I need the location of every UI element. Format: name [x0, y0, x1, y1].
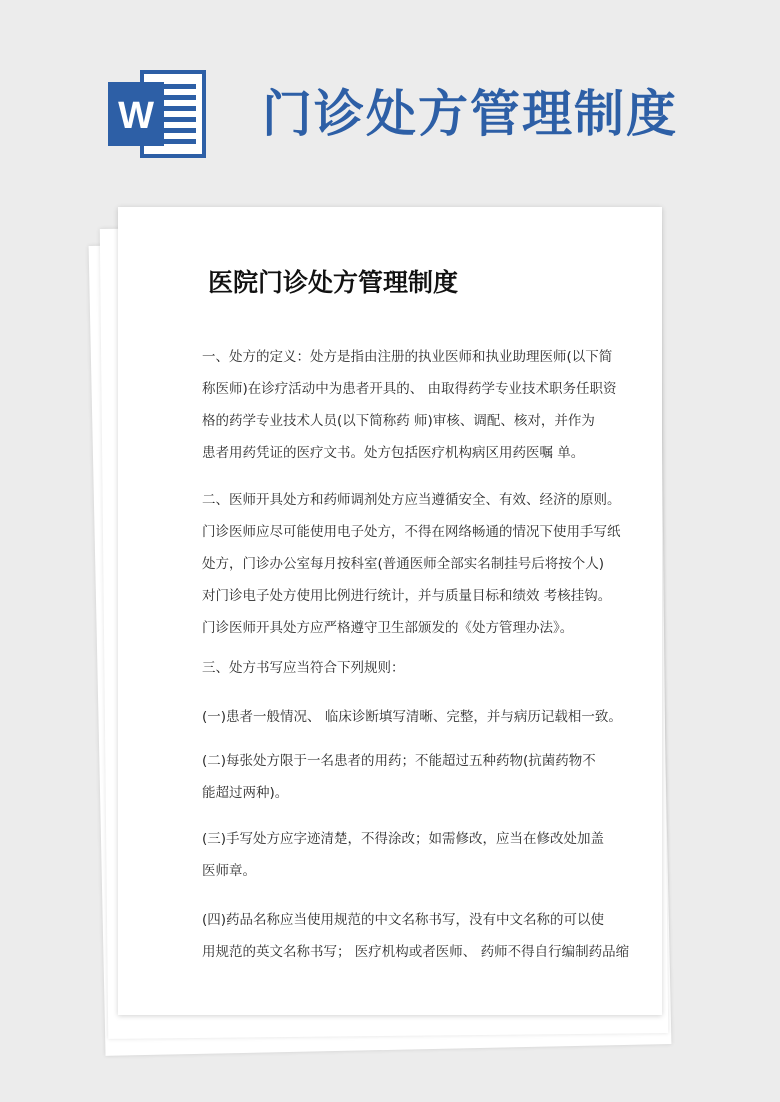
text-line: (四)药品名称应当使用规范的中文名称书写，没有中文名称的可以使 [202, 912, 605, 928]
word-document-icon [108, 68, 208, 160]
text-line: 能超过两种)。 [202, 785, 289, 801]
document-title: 医院门诊处方管理制度 [208, 268, 459, 297]
paragraph-rules-heading [202, 652, 608, 684]
paragraph-rule-2 [202, 745, 608, 809]
text-line: 格的药学专业技术人员(以下简称药 师)审核、调配、核对，并作为 [202, 413, 595, 429]
document-page [118, 207, 662, 1015]
text-line: 门诊医师开具处方应严格遵守卫生部颁发的《处方管理办法》。 [202, 620, 574, 636]
text-line: 一、处方的定义：处方是指由注册的执业医师和执业助理医师(以下简 [202, 349, 613, 365]
paragraph-rule-1 [202, 701, 622, 733]
paragraph-rule-3 [202, 823, 608, 887]
text-line: 处方，门诊办公室每月按科室(普通医师全部实名制挂号后将按个人) [202, 556, 605, 572]
text-line: 二、医师开具处方和药师调剂处方应当遵循安全、有效、经济的原则。 [202, 492, 621, 508]
text-line: 用规范的英文名称书写； 医疗机构或者医师、 药师不得自行编制药品缩 [202, 944, 630, 960]
text-line: 称医师)在诊疗活动中为患者开具的、 由取得药学专业技术职务任职资 [202, 381, 617, 397]
text-line: 对门诊电子处方使用比例进行统计，并与质量目标和绩效 考核挂钩。 [202, 588, 612, 604]
header [0, 0, 780, 200]
paragraph-definition [202, 341, 617, 469]
paragraph-rule-4 [202, 904, 630, 968]
text-line: 医师章。 [202, 863, 256, 879]
banner-title: 门诊处方管理制度 [262, 84, 678, 143]
text-line: (一)患者一般情况、 临床诊断填写清晰、完整，并与病历记载相一致。 [202, 709, 622, 725]
text-line: (三)手写处方应字迹清楚，不得涂改；如需修改，应当在修改处加盖 [202, 831, 605, 847]
text-line: 患者用药凭证的医疗文书。处方包括医疗机构病区用药医嘱 单。 [202, 445, 585, 461]
text-line: 门诊医师应尽可能使用电子处方，不得在网络畅通的情况下使用手写纸 [202, 524, 621, 540]
text-line: (二)每张处方限于一名患者的用药；不能超过五种药物(抗菌药物不 [202, 753, 596, 769]
word-icon-letter: W [118, 95, 154, 137]
paragraph-principles [202, 484, 621, 644]
text-line: 三、处方书写应当符合下列规则： [202, 660, 405, 676]
